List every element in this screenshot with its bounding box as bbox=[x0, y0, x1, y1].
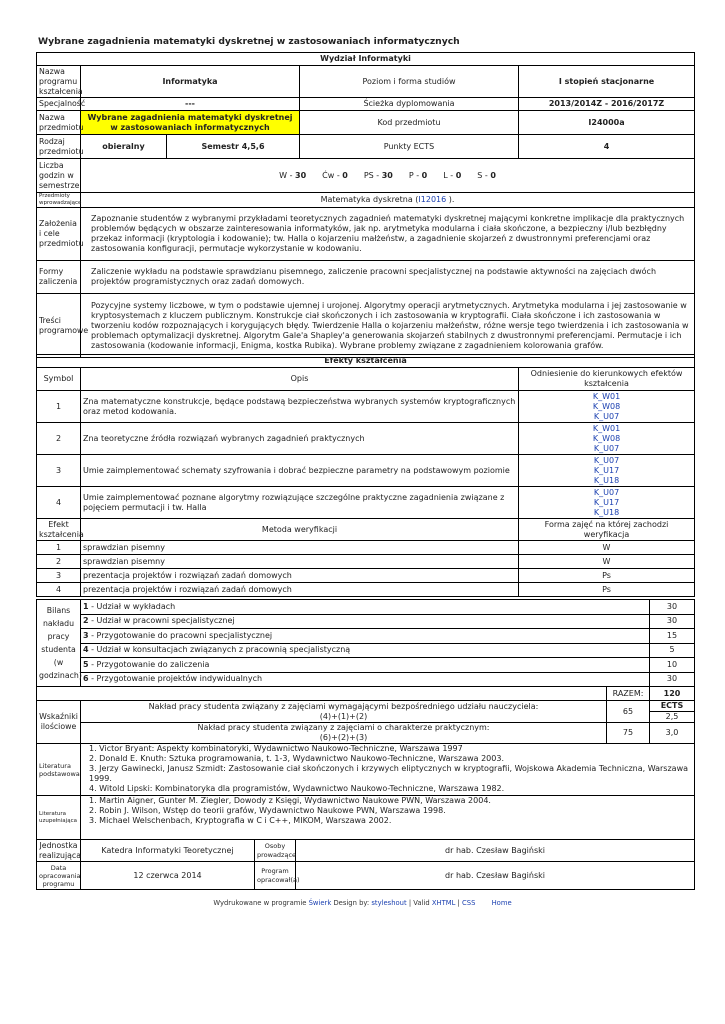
program-label: Nazwa programu kształcenia bbox=[37, 66, 81, 98]
lit-extra-label: Literatura uzupełniająca bbox=[37, 796, 81, 840]
hours-count: 0 bbox=[490, 170, 496, 180]
hours-label: Liczba godzin w semestrze bbox=[37, 159, 81, 193]
effect-description: Zna teoretyczne źródła rozwiązań wybranych zagadnień praktycznych bbox=[81, 423, 519, 455]
footer-sep2: | bbox=[455, 899, 463, 907]
workload-number: 1 bbox=[83, 601, 89, 611]
workload-number: 6 bbox=[83, 674, 89, 684]
level-label: Poziom i forma studiów bbox=[300, 66, 519, 98]
literature-item: 3. Michael Welschenbach, Kryptografia w C i C++, MIKOM, Warszawa 2002. bbox=[89, 816, 392, 825]
workload-sum-value: 120 bbox=[650, 687, 695, 701]
effects-title: Efekty kształcenia bbox=[37, 355, 695, 368]
effect-symbol: 4 bbox=[37, 487, 81, 519]
intro-value bbox=[81, 193, 695, 208]
workload-activity bbox=[81, 600, 650, 615]
workload-number: 4 bbox=[83, 645, 89, 655]
unit-label: Jednostka realizująca bbox=[37, 840, 81, 862]
practical-formula: (6)+(2)+(3) bbox=[319, 733, 368, 742]
hours-count: 0 bbox=[455, 170, 462, 180]
code-value: I24000a bbox=[519, 111, 695, 135]
verification-method: sprawdzian pisemny bbox=[81, 555, 519, 569]
path-value: 2013/2014Z - 2016/2017Z bbox=[519, 98, 695, 111]
intro-link[interactable]: I12016 bbox=[418, 195, 447, 204]
literature-item: 2. Donald E. Knuth: Sztuka programowania, t. 1-3, Wydawnictwo Naukowo-Techniczne, Warszawa 2003. bbox=[89, 754, 504, 763]
effect-references bbox=[519, 423, 695, 455]
verification-method: prezentacja projektów i rozwiązań zadań domowych bbox=[81, 583, 519, 597]
workload-hours: 30 bbox=[650, 614, 695, 629]
footer-design: Design by: bbox=[331, 899, 372, 907]
workload-hours: 5 bbox=[650, 643, 695, 658]
effect-symbol: 1 bbox=[37, 391, 81, 423]
workload-number: 3 bbox=[83, 630, 89, 640]
program-value: Informatyka bbox=[81, 66, 300, 98]
unit-value: Katedra Informatyki Teoretycznej bbox=[81, 840, 255, 862]
contact-cell bbox=[81, 701, 607, 723]
workload-hours: 15 bbox=[650, 629, 695, 644]
effect-description: Umie zaimplementować schematy szyfrowania i dobrać bezpieczne parametry na podstawowym poziomie bbox=[81, 455, 519, 487]
effect-symbol: 2 bbox=[37, 423, 81, 455]
verification-form: Ps bbox=[519, 583, 695, 597]
level-value: I stopień stacjonarne bbox=[519, 66, 695, 98]
page-title: Wybrane zagadnienia matematyki dyskretnej w zastosowaniach informatycznych bbox=[38, 36, 460, 47]
verification-effect: 3 bbox=[37, 569, 81, 583]
verification-form: W bbox=[519, 555, 695, 569]
hours-count: 0 bbox=[342, 170, 348, 180]
hours-item bbox=[443, 171, 461, 180]
workload-label: Bilans nakładu pracy studenta (w godzinach) bbox=[37, 600, 81, 687]
effect-reference-link[interactable]: K_U07 bbox=[593, 411, 620, 421]
intro-tail: ). bbox=[446, 195, 455, 204]
hours-count: 0 bbox=[421, 170, 428, 180]
workload-activity bbox=[81, 629, 650, 644]
workload-text: - Udział w pracowni specjalistycznej bbox=[88, 616, 235, 626]
practical-text: Nakład pracy studenta związany z zajęciami o charakterze praktycznym: bbox=[197, 723, 490, 732]
effect-row bbox=[37, 391, 695, 423]
type-label: Rodzaj przedmiotu bbox=[37, 135, 81, 159]
intro-text: Matematyka dyskretna ( bbox=[320, 195, 419, 204]
hours-item bbox=[322, 171, 348, 180]
effect-row bbox=[37, 423, 695, 455]
hours-item bbox=[364, 171, 393, 180]
footer-designer-link[interactable]: styleshout bbox=[371, 899, 407, 907]
verification-effect: 1 bbox=[37, 541, 81, 555]
hours-item bbox=[477, 171, 496, 180]
forms-label: Formy zaliczenia bbox=[37, 261, 81, 294]
practical-cell bbox=[81, 723, 607, 744]
indicators-label: Wskaźniki ilościowe bbox=[37, 701, 81, 744]
practical-hours: 75 bbox=[607, 723, 650, 744]
aims-label: Założenia i cele przedmiotu bbox=[37, 208, 81, 261]
footer-sep1: | Valid bbox=[406, 899, 432, 907]
hours-kind: S - bbox=[477, 170, 491, 180]
hours-item bbox=[279, 171, 306, 180]
verification-effect: 2 bbox=[37, 555, 81, 569]
site-footer bbox=[0, 899, 725, 907]
workload-row bbox=[37, 658, 695, 673]
footer-prefix: Wydrukowane w programie bbox=[213, 899, 309, 907]
verification-row bbox=[37, 569, 695, 583]
leaders-value: dr hab. Czesław Bagiński bbox=[296, 840, 695, 862]
verification-row bbox=[37, 541, 695, 555]
semester-value: Semestr 4,5,6 bbox=[167, 135, 300, 159]
hours-kind: P - bbox=[408, 170, 422, 180]
lit-extra-cell bbox=[81, 796, 695, 840]
faculty-name: Wydział Informatyki bbox=[37, 53, 695, 66]
effect-row bbox=[37, 487, 695, 519]
effect-symbol: 3 bbox=[37, 455, 81, 487]
contact-hours: 65 bbox=[607, 701, 650, 723]
workload-row bbox=[37, 672, 695, 687]
spec-label: Specjalność bbox=[37, 98, 81, 111]
effect-description: Zna matematyczne konstrukcje, będące podstawą bezpieczeństwa wybranych systemów kryptograficznych oraz metod kodowania. bbox=[81, 391, 519, 423]
workload-rows bbox=[37, 600, 695, 687]
hours-kind: W - bbox=[279, 170, 296, 180]
effect-references bbox=[519, 391, 695, 423]
form-header: Forma zajęć na której zachodzi weryfikacja bbox=[519, 519, 695, 541]
date-value: 12 czerwca 2014 bbox=[81, 862, 255, 890]
contact-formula: (4)+(1)+(2) bbox=[319, 711, 368, 721]
effect-references bbox=[519, 487, 695, 519]
effect-reference-link[interactable]: K_U18 bbox=[593, 475, 620, 485]
verification-row bbox=[37, 555, 695, 569]
code-label: Kod przedmiotu bbox=[300, 111, 519, 135]
subject-value: Wybrane zagadnienia matematyki dyskretnej w zastosowaniach informatycznych bbox=[81, 111, 300, 135]
hours-list bbox=[271, 171, 504, 180]
practical-ects: 3,0 bbox=[650, 723, 695, 744]
workload-row bbox=[37, 629, 695, 644]
effects-table bbox=[36, 354, 695, 597]
workload-number: 2 bbox=[83, 616, 89, 626]
effect-reference-link[interactable]: K_W01 bbox=[592, 423, 621, 433]
contact-text: Nakład pracy studenta związany z zajęciami wymagającymi bezpośredniego udziału nauczyciela: bbox=[148, 701, 539, 711]
verification-effect: 4 bbox=[37, 583, 81, 597]
ects-header: ECTS bbox=[650, 701, 695, 712]
literature-item: 1. Martin Aigner, Gunter M. Ziegler, Dowody z Księgi, Wydawnictwo Naukowe PWN, Warszawa 2004. bbox=[89, 796, 491, 805]
effect-reference-link[interactable]: K_U07 bbox=[593, 443, 620, 453]
verification-row bbox=[37, 583, 695, 597]
intro-label: Przedmioty wprowadzające bbox=[37, 193, 81, 208]
spec-value: --- bbox=[81, 98, 300, 111]
workload-text: - Udział w konsultacjach związanych z pracownią specjalistyczną bbox=[88, 645, 351, 655]
workload-activity bbox=[81, 672, 650, 687]
hours-count: 30 bbox=[381, 170, 393, 180]
date-label: Data opracowania programu bbox=[37, 862, 81, 890]
literature-item: 4. Witold Lipski: Kombinatoryka dla programistów, Wydawnictwo Naukowo-Techniczne, Warszawa 1982. bbox=[89, 784, 505, 793]
hours-row bbox=[81, 159, 695, 193]
lit-basic-list bbox=[89, 744, 692, 794]
content-label: Treści programowe bbox=[37, 294, 81, 358]
lit-extra-list bbox=[89, 796, 692, 826]
program-header-table bbox=[36, 52, 695, 358]
workload-number: 5 bbox=[83, 659, 89, 669]
workload-text: - Udział w wykładach bbox=[88, 601, 176, 611]
workload-sum-label: RAZEM: bbox=[607, 687, 650, 701]
workload-text: - Przygotowanie do pracowni specjalistycznej bbox=[88, 630, 273, 640]
effect-reference-link[interactable]: K_U07 bbox=[593, 455, 620, 465]
verification-method: prezentacja projektów i rozwiązań zadań domowych bbox=[81, 569, 519, 583]
workload-row bbox=[37, 614, 695, 629]
workload-hours: 30 bbox=[650, 600, 695, 615]
workload-text: - Przygotowanie do zaliczenia bbox=[88, 659, 210, 669]
effect-description: Umie zaimplementować poznane algorytmy rozwiązujące szczególne praktyczne zagadnienia związane z pojęciem permutacji i tw. Halla bbox=[81, 487, 519, 519]
hours-kind: L - bbox=[443, 170, 456, 180]
path-label: Ścieżka dyplomowania bbox=[300, 98, 519, 111]
author-label: Program opracował(a) bbox=[255, 862, 296, 890]
workload-sum-spacer bbox=[37, 687, 607, 701]
effect-reference-link[interactable]: K_U17 bbox=[593, 465, 620, 475]
hours-item bbox=[409, 171, 427, 180]
subject-label: Nazwa przedmiotu bbox=[37, 111, 81, 135]
effects-rows bbox=[37, 391, 695, 519]
literature-item: 1. Victor Bryant: Aspekty kombinatoryki, Wydawnictwo Naukowo-Techniczne, Warszawa 1997 bbox=[89, 744, 463, 753]
literature-item: 2. Robin J. Wilson, Wstęp do teorii grafów, Wydawnictwo Naukowe PWN, Warszawa 1998. bbox=[89, 806, 446, 815]
footer-css-link[interactable]: CSS bbox=[462, 899, 476, 907]
hours-kind: PS - bbox=[363, 170, 382, 180]
description-header: Opis bbox=[81, 368, 519, 391]
author-value: dr hab. Czesław Bagiński bbox=[296, 862, 695, 890]
aims-text: Zapoznanie studentów z wybranymi przykładami teoretycznych zagadnień matematyki dyskretnej mającymi konkretne implikacje dla praktycznych problemów będących w obszarze zainteresowania informatyków, jak np. arytmetyka modularna i ciała skończone, a bezpieczny i/lub bezbłędny przekaz informacji (kryptologia i kodowanie); tw. Halla o kojarzeniu małżeństw, a zagadnienie skojarzeń z dwustronnymi preferencjami oraz zastosowania konfiguracji, permutacje wykorzystanie w kodowaniu. bbox=[81, 208, 695, 261]
contact-ects: 2,5 bbox=[650, 712, 695, 723]
verification-form: Ps bbox=[519, 569, 695, 583]
hours-count: 30 bbox=[295, 170, 307, 180]
ects-value: 4 bbox=[519, 135, 695, 159]
type-value: obieralny bbox=[81, 135, 167, 159]
symbol-header: Symbol bbox=[37, 368, 81, 391]
footer-home-link[interactable]: Home bbox=[491, 899, 512, 907]
method-header: Metoda weryfikacji bbox=[81, 519, 519, 541]
footer-app-link[interactable]: Świerk bbox=[308, 899, 332, 907]
reference-header: Odniesienie do kierunkowych efektów kształcenia bbox=[519, 368, 695, 391]
effect-header: Efekt kształcenia bbox=[37, 519, 81, 541]
literature-item: 3. Jerzy Gawinecki, Janusz Szmidt: Zastosowanie ciał skończonych i krzywych eliptycznych w kryptografii, Wojskowa Akademia Techniczna, Warszawa 1999. bbox=[89, 764, 689, 783]
leaders-label: Osoby prowadzące bbox=[255, 840, 296, 862]
effect-reference-link[interactable]: K_U07 bbox=[593, 487, 620, 497]
content-text: Pozycyjne systemy liczbowe, w tym o podstawie ujemnej i urojonej. Algorytmy operacji arytmetycznych. Arytmetyka modularna i jej zastosowanie w kryptosystemach z kluczem publicznym. Konstrukcje ciał skończonych i ich zastosowania w kryptografii. Ciała skończone i ich zastosowania w tworzeniu kodów rozpoznających i korygujących błędy. Twierdzenie Halla o kojarzeniu małżeństw, różne wersje tego twierdzenia i ich zastosowania w problemach optymalizacji dyskretnej. Algorytm Gale'a Shapley'a generowania skojarzeń stabilnych z dwustronnymi preferencjami. Permutacje i ich zastosowania (kodowanie informacji, Enigma, kostka Rubika). Wybrane problemy związane z zagadnieniem kolorowania grafów. bbox=[81, 294, 695, 358]
verification-form: W bbox=[519, 541, 695, 555]
workload-hours: 10 bbox=[650, 658, 695, 673]
verification-rows bbox=[37, 541, 695, 597]
verification-method: sprawdzian pisemny bbox=[81, 541, 519, 555]
effect-reference-link[interactable]: K_U18 bbox=[593, 507, 620, 517]
effect-references bbox=[519, 455, 695, 487]
workload-row bbox=[37, 643, 695, 658]
lit-basic-label: Literatura podstawowa bbox=[37, 744, 81, 796]
workload-text: - Przygotowanie projektów indywidualnych bbox=[88, 674, 263, 684]
effect-row bbox=[37, 455, 695, 487]
footer-xhtml-link[interactable]: XHTML bbox=[431, 899, 456, 907]
hours-kind: Ćw - bbox=[322, 170, 343, 180]
workload-activity bbox=[81, 614, 650, 629]
effect-reference-link[interactable]: K_W08 bbox=[592, 433, 621, 443]
workload-hours: 30 bbox=[650, 672, 695, 687]
effect-reference-link[interactable]: K_W01 bbox=[592, 391, 621, 401]
workload-row bbox=[37, 600, 695, 615]
lit-basic-cell bbox=[81, 744, 695, 796]
effect-reference-link[interactable]: K_U17 bbox=[593, 497, 620, 507]
forms-text: Zaliczenie wykładu na podstawie sprawdzianu pisemnego, zaliczenie pracowni specjalistycznej na podstawie aktywności na zajęciach dwóch projektów programistycznych oraz zadań domowych. bbox=[81, 261, 695, 294]
workload-table bbox=[36, 599, 695, 744]
ects-label: Punkty ECTS bbox=[300, 135, 519, 159]
workload-activity bbox=[81, 643, 650, 658]
effect-reference-link[interactable]: K_W08 bbox=[592, 401, 621, 411]
literature-table bbox=[36, 743, 695, 890]
workload-activity bbox=[81, 658, 650, 673]
